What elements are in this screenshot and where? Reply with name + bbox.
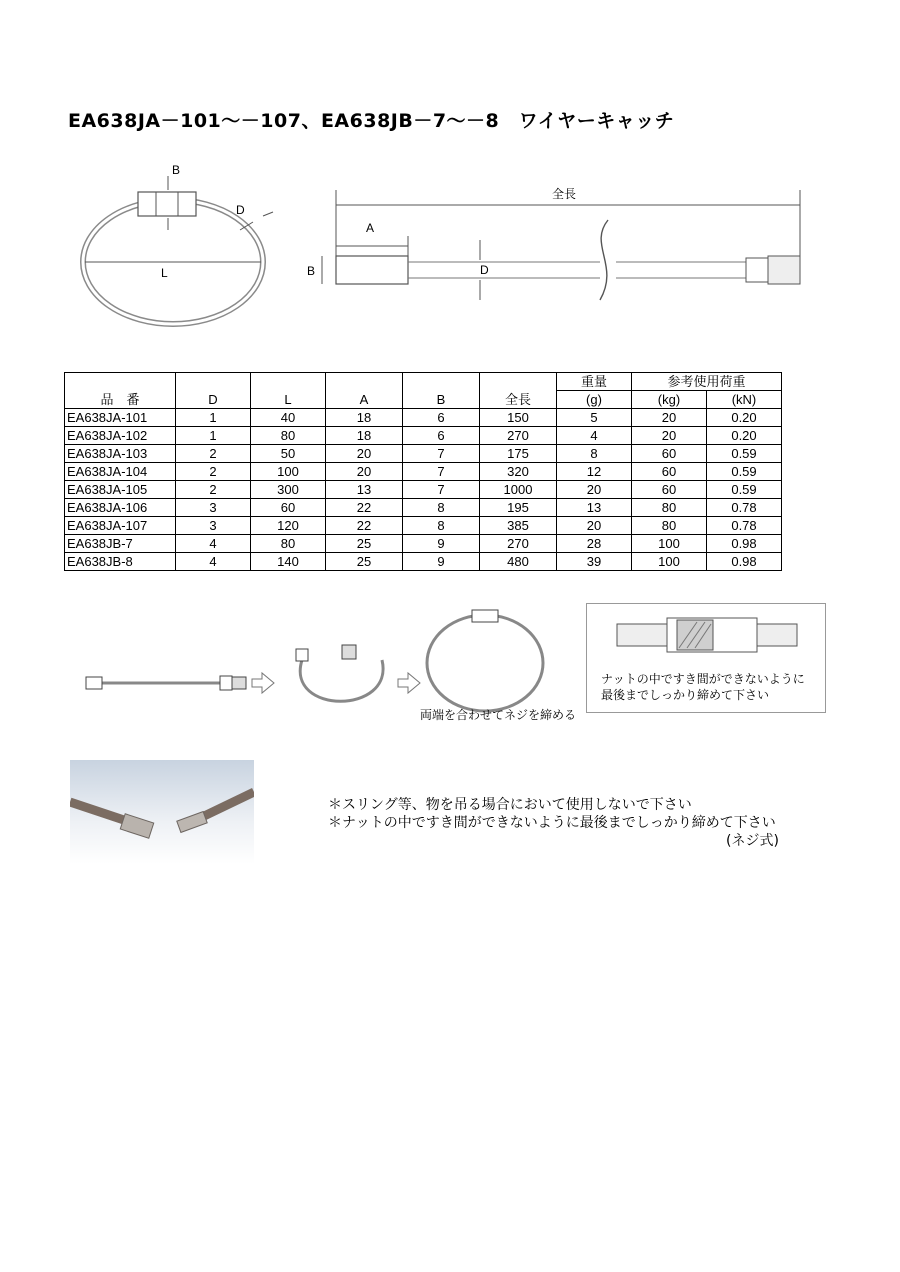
table-cell: 100 [251,463,326,481]
table-cell: EA638JA-107 [65,517,176,535]
table-cell: 1 [176,427,251,445]
spec-rows [65,409,782,571]
table-cell: 100 [632,553,707,571]
table-cell: 1 [176,409,251,427]
detail-caption-line2: 最後までしっかり締めて下さい [601,688,770,702]
header-l: L [251,373,326,409]
table-cell: 0.59 [707,463,782,481]
table-cell: 18 [326,427,403,445]
page-title: EA638JA－101～－107、EA638JB－7～－8 ワイヤーキャッチ [68,110,675,132]
table-row [65,409,782,427]
table-cell: 7 [403,463,480,481]
table-cell: 320 [480,463,557,481]
detail-inset [586,603,826,713]
table-cell: 40 [251,409,326,427]
label-d-wire: D [480,263,489,277]
table-cell: 270 [480,535,557,553]
table-cell: 80 [251,427,326,445]
table-cell: EA638JA-103 [65,445,176,463]
table-cell: 60 [251,499,326,517]
table-cell: 2 [176,481,251,499]
table-row [65,499,782,517]
label-total-length: 全長 [552,187,577,201]
header-length: 全長 [480,373,557,409]
table-cell: 100 [632,535,707,553]
table-cell: 385 [480,517,557,535]
spec-table [64,372,782,571]
label-a: A [366,221,375,235]
table-cell: 28 [557,535,632,553]
note-suffix: (ネジ式) [726,833,779,849]
label-d-ring: D [236,203,245,217]
table-cell: 6 [403,409,480,427]
table-cell: 0.78 [707,499,782,517]
table-cell: 12 [557,463,632,481]
table-cell: 0.98 [707,535,782,553]
table-row [65,445,782,463]
table-cell: 20 [632,409,707,427]
label-l: L [161,266,168,280]
table-cell: 4 [176,535,251,553]
table-row [65,553,782,571]
table-cell: 150 [480,409,557,427]
table-cell: 9 [403,553,480,571]
table-cell: 7 [403,481,480,499]
label-b-ring: B [172,163,181,177]
table-cell: 25 [326,535,403,553]
table-cell: 13 [326,481,403,499]
header-load-kg: (kg) [632,391,707,409]
nut-detail-illustration [587,604,825,664]
note-1: ＊スリング等、物を吊る場合において使用しないで下さい [328,797,692,813]
table-cell: 2 [176,445,251,463]
table-cell: 6 [403,427,480,445]
table-cell: 195 [480,499,557,517]
header-d: D [176,373,251,409]
table-cell: EA638JA-101 [65,409,176,427]
table-cell: EA638JB-7 [65,535,176,553]
table-cell: 175 [480,445,557,463]
steps-caption: 両端を合わせてネジを締める [420,708,577,722]
product-photo [70,760,254,864]
table-cell: 0.59 [707,445,782,463]
header-load: 参考使用荷重 [632,373,782,391]
table-cell: 80 [632,499,707,517]
wire-ends-photo-illustration [70,760,254,864]
table-cell: EA638JB-8 [65,553,176,571]
table-cell: 140 [251,553,326,571]
table-cell: 2 [176,463,251,481]
header-weight-unit: (g) [557,391,632,409]
table-cell: 9 [403,535,480,553]
header-code: 品 番 [65,373,176,409]
table-cell: 3 [176,517,251,535]
header-a: A [326,373,403,409]
header-load-kn: (kN) [707,391,782,409]
table-cell: 1000 [480,481,557,499]
table-row [65,463,782,481]
table-row [65,535,782,553]
header-b: B [403,373,480,409]
notes [328,796,779,850]
table-cell: 480 [480,553,557,571]
table-cell: 5 [557,409,632,427]
table-cell: 13 [557,499,632,517]
table-cell: 270 [480,427,557,445]
table-cell: EA638JA-102 [65,427,176,445]
table-cell: 22 [326,517,403,535]
table-cell: 8 [403,517,480,535]
table-cell: 4 [176,553,251,571]
table-cell: 0.20 [707,409,782,427]
table-row [65,481,782,499]
detail-caption-line1: ナットの中ですき間ができないように [601,672,805,686]
table-cell: 300 [251,481,326,499]
table-cell: 20 [632,427,707,445]
table-row [65,517,782,535]
table-cell: 50 [251,445,326,463]
table-cell: 0.78 [707,517,782,535]
label-b-wire: B [307,264,316,278]
table-cell: 0.59 [707,481,782,499]
table-cell: 80 [632,517,707,535]
table-cell: 120 [251,517,326,535]
table-cell: 0.98 [707,553,782,571]
table-cell: 60 [632,445,707,463]
assembly-steps-illustration [70,605,590,715]
table-cell: 18 [326,409,403,427]
table-cell: 0.20 [707,427,782,445]
table-cell: 60 [632,481,707,499]
table-cell: 20 [557,517,632,535]
table-cell: EA638JA-104 [65,463,176,481]
table-cell: 3 [176,499,251,517]
header-weight: 重量 [557,373,632,391]
note-2: ＊ナットの中ですき間ができないように最後までしっかり締めて下さい [328,815,776,831]
table-cell: 20 [326,463,403,481]
table-cell: 7 [403,445,480,463]
table-cell: EA638JA-105 [65,481,176,499]
table-cell: 80 [251,535,326,553]
table-cell: 25 [326,553,403,571]
table-cell: 39 [557,553,632,571]
table-cell: 8 [403,499,480,517]
table-cell: 20 [557,481,632,499]
table-cell: 20 [326,445,403,463]
table-cell: 60 [632,463,707,481]
table-cell: EA638JA-106 [65,499,176,517]
table-cell: 22 [326,499,403,517]
dimension-diagram [60,150,820,340]
table-row [65,427,782,445]
table-cell: 8 [557,445,632,463]
table-cell: 4 [557,427,632,445]
